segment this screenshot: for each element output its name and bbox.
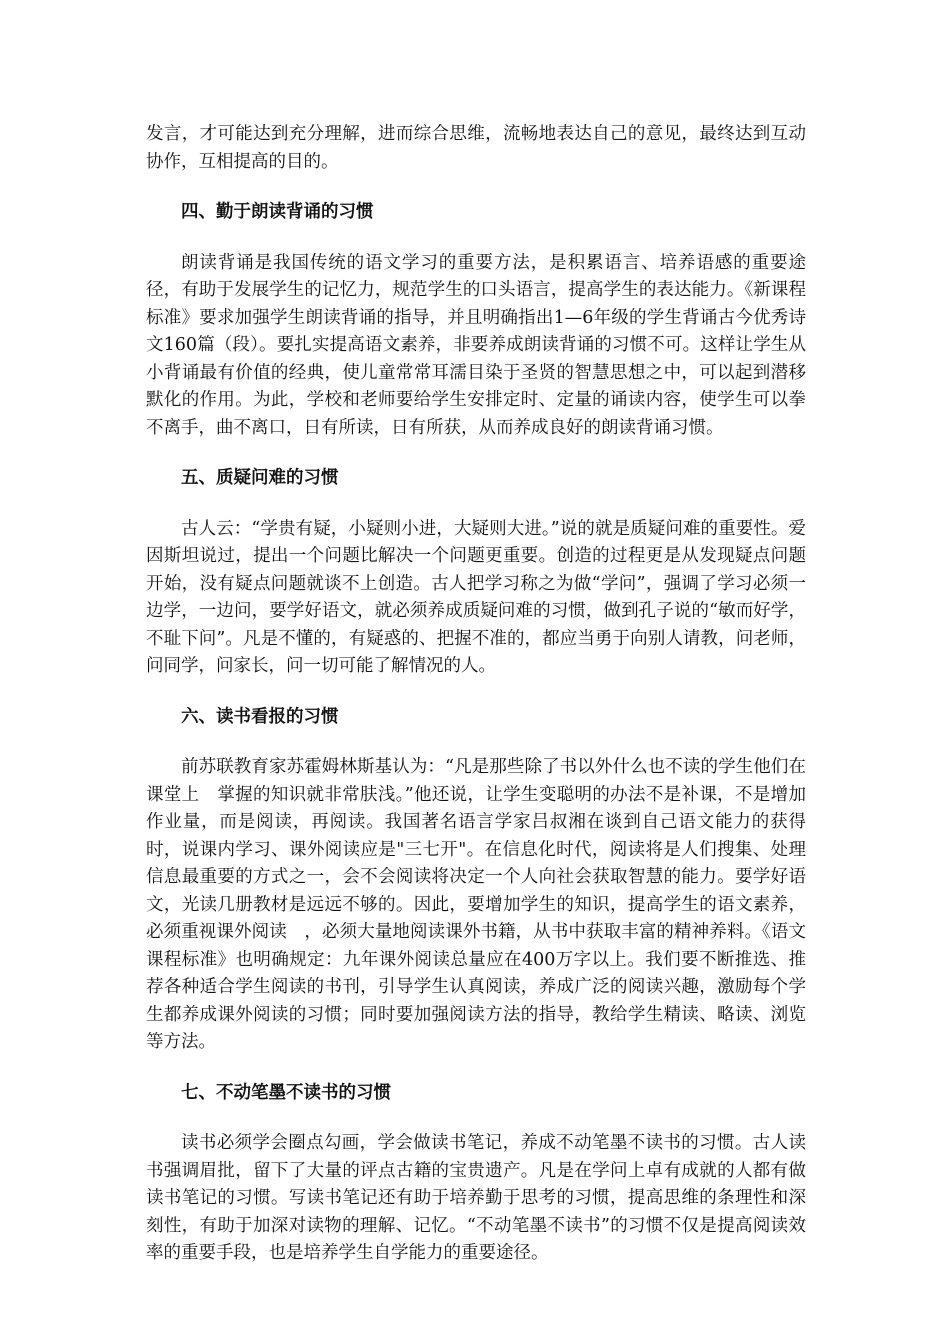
section-heading-6: 六、读书看报的习惯 [181,706,339,727]
section-body-4: 朗读背诵是我国传统的语文学习的重要方法，是积累语言、培养语感的重要途径，有助于发展学生的记忆力，规范学生的口头语言，提高学生的表达能力。《新课程标准》要求加强学生朗读背诵的指导，并且明确指出1—6年级的学生背诵古今优秀诗文160篇（段）。要扎实提高语文素养，非要养成朗读背诵的习惯不可。这样让学生从小背诵最有价值的经典，使儿童常常耳濡目染于圣贤的智慧思想之中，可以起到潜移默化的作用。为此，学校和老师要给学生安排定时、定量的诵读内容，使学生可以拳不离手，曲不离口，日有所读，日有所获，从而养成良好的朗读背诵习惯。 [146,252,806,438]
section-heading-5: 五、质疑问难的习惯 [181,468,339,488]
section-body-6: 前苏联教育家苏霍姆林斯基认为：“凡是那些除了书以外什么也不读的学生他们在课堂上 掌握的知识就非常肤浅。”他还说，让学生变聪明的办法不是补课，不是增加作业量，而是阅读，再阅读。我国著名语言学家吕叔湘在谈到自己语文能力的获得时，说课内学习、课外阅读应是"三七开"。在信息化时代，阅读将是人们搜集、处理信息最重要的方式之一，会不会阅读将决定一个人向社会获取智慧的能力。要学好语文，光读几册教材是远远不够的。因此，要增加学生的知识，提高学生的语文素养，必须重视课外阅读 ，必须大量地阅读课外书籍，从书中获取丰富的精神养料。《语文课程标准》也明确规定：九年课外阅读总量应在400万字以上。我们要不断推选、推荐各种适合学生阅读的书刊，引导学生认真阅读，养成广泛的阅读兴趣，激励每个学生都养成课外阅读的习惯；同时要加强阅读方法的指导，教给学生精读、略读、浏览等方法。 [146,757,806,1052]
intro-paragraph: 发言，才可能达到充分理解，进而综合思维，流畅地表达自己的意见，最终达到互动协作，互相提高的目的。 [146,124,806,172]
section-heading-7: 七、不动笔墨不读书的习惯 [181,1082,391,1103]
section-body-7: 读书必须学会圈点勾画，学会做读书笔记，养成不动笔墨不读书的习惯。古人读书强调眉批，留下了大量的评点古籍的宝贵遗产。凡是在学问上卓有成就的人都有做读书笔记的习惯。写读书笔记还有助于培养勤于思考的习惯，提高思维的条理性和深刻性，有助于加深对读物的理解、记忆。“不动笔墨不读书”的习惯不仅是提高阅读效率的重要手段，也是培养学生自学能力的重要途径。 [146,1133,806,1263]
section-body-5: 古人云：“学贵有疑，小疑则小进，大疑则大进。”说的就是质疑问难的重要性。爱因斯坦说过，提出一个问题比解决一个问题更重要。创造的过程更是从发现疑点问题开始，没有疑点问题就谈不上创造。古人把学习称之为做“学问”，强调了学习必须一边学，一边问，要学好语文，就必须养成质疑问难的习惯，做到孔子说的“敏而好学，不耻下问”。凡是不懂的，有疑惑的、把握不准的，都应当勇于向别人请教，问老师，问同学，问家长，问一切可能了解情况的人。 [146,518,806,676]
section-heading-4: 四、勤于朗读背诵的习惯 [181,202,374,222]
document-body [146,121,806,1268]
